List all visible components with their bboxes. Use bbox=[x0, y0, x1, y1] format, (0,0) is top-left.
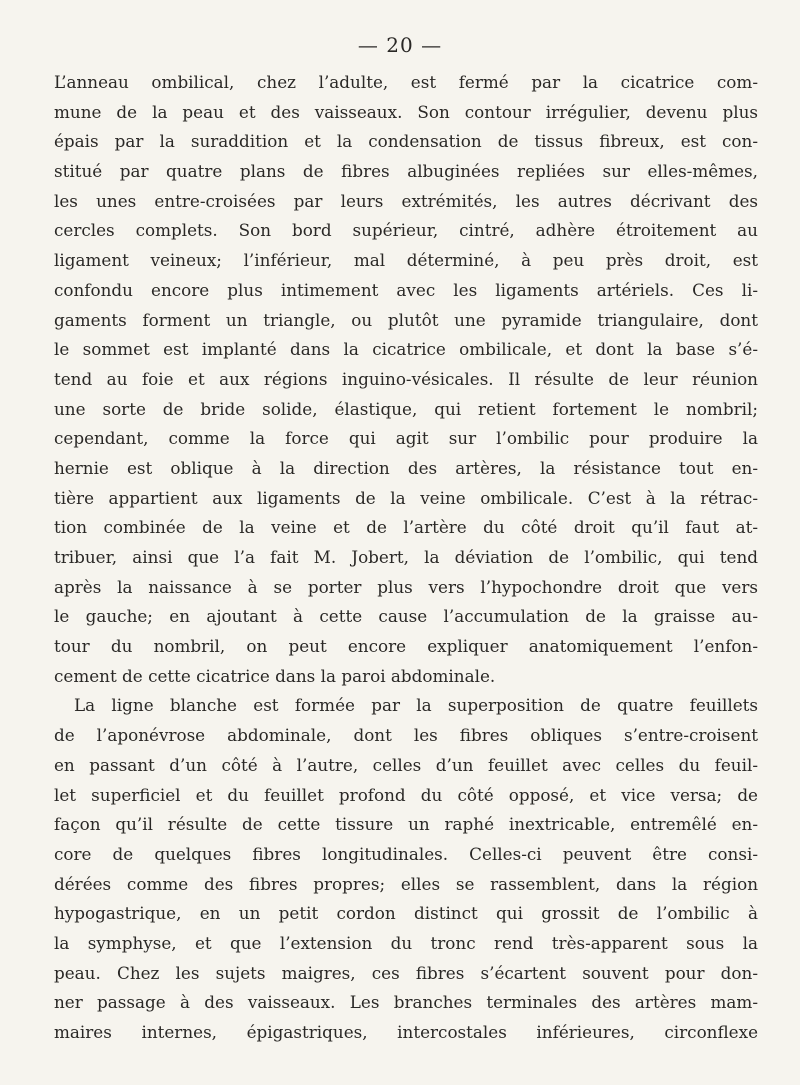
text-line: les unes entre-croisées par leurs extrémités, les autres décrivant des bbox=[54, 190, 758, 211]
text-line: en passant d’un côté à l’autre, celles d’un feuillet avec celles du feuil- bbox=[54, 754, 758, 775]
paragraph-anneau-ombilical bbox=[54, 68, 758, 691]
text-line: hernie est oblique à la direction des artères, la résistance tout en- bbox=[54, 457, 758, 478]
text-line: une sorte de bride solide, élastique, qui retient fortement le nombril; bbox=[54, 398, 758, 419]
text-line: après la naissance à se porter plus vers l’hypochondre droit que vers bbox=[54, 576, 758, 597]
page-number: — 20 — bbox=[357, 33, 443, 57]
text-line: épais par la suraddition et la condensation de tissus fibreux, est con- bbox=[54, 131, 758, 152]
text-line: tribuer, ainsi que l’a fait M. Jobert, la déviation de l’ombilic, qui tend bbox=[54, 547, 758, 567]
text-line: tour du nombril, on peut encore expliquer anatomiquement l’enfon- bbox=[54, 636, 758, 657]
text-line: gaments forment un triangle, ou plutôt une pyramide triangulaire, dont bbox=[54, 309, 758, 330]
text-line: tion combinée de la veine et de l’artère du côté droit qu’il faut at- bbox=[54, 517, 758, 538]
text-line: le sommet est implanté dans la cicatrice ombilicale, et dont la base s’é- bbox=[54, 339, 758, 360]
text-line: peau. Chez les sujets maigres, ces fibres s’écartent souvent pour don- bbox=[54, 962, 758, 983]
text-line: le gauche; en ajoutant à cette cause l’accumulation de la graisse au- bbox=[54, 606, 758, 627]
text-line: tend au foie et aux régions inguino-vésicales. Il résulte de leur réunion bbox=[54, 368, 758, 389]
text-line: stitué par quatre plans de fibres albuginées repliées sur elles-mêmes, bbox=[54, 161, 758, 182]
text-line: core de quelques fibres longitudinales. Celles-ci peuvent être consi- bbox=[54, 843, 758, 864]
text-line: cement de cette cicatrice dans la paroi abdominale. bbox=[54, 665, 496, 686]
text-line: la symphyse, et que l’extension du tronc rend très-apparent sous la bbox=[54, 932, 758, 953]
paragraph-ligne-blanche bbox=[54, 691, 758, 1047]
text-line: maires internes, épigastriques, intercostales inférieures, circonflexe bbox=[54, 1022, 758, 1042]
body-text bbox=[54, 68, 758, 1048]
text-line: ligament veineux; l’inférieur, mal déterminé, à peu près droit, est bbox=[54, 250, 758, 271]
text-line: hypogastrique, en un petit cordon distinct qui grossit de l’ombilic à bbox=[54, 903, 758, 924]
text-line: de l’aponévrose abdominale, dont les fibres obliques s’entre-croisent bbox=[54, 725, 758, 746]
text-line: cependant, comme la force qui agit sur l’ombilic pour produire la bbox=[54, 428, 758, 449]
text-line: ner passage à des vaisseaux. Les branches terminales des artères mam- bbox=[54, 992, 758, 1013]
text-line: La ligne blanche est formée par la superposition de quatre feuillets bbox=[74, 695, 758, 716]
text-line: tière appartient aux ligaments de la veine ombilicale. C’est à la rétrac- bbox=[54, 487, 758, 508]
text-line: mune de la peau et des vaisseaux. Son contour irrégulier, devenu plus bbox=[54, 101, 758, 122]
text-line: L’anneau ombilical, chez l’adulte, est fermé par la cicatrice com- bbox=[54, 72, 758, 92]
text-line: façon qu’il résulte de cette tissure un raphé inextricable, entremêlé en- bbox=[54, 814, 758, 835]
text-line: cercles complets. Son bord supérieur, cintré, adhère étroitement au bbox=[54, 220, 758, 241]
text-line: confondu encore plus intimement avec les ligaments artériels. Ces li- bbox=[54, 279, 758, 300]
text-line: let superficiel et du feuillet profond du côté opposé, et vice versa; de bbox=[54, 784, 758, 805]
text-line: dérées comme des fibres propres; elles se rassemblent, dans la région bbox=[54, 873, 758, 894]
